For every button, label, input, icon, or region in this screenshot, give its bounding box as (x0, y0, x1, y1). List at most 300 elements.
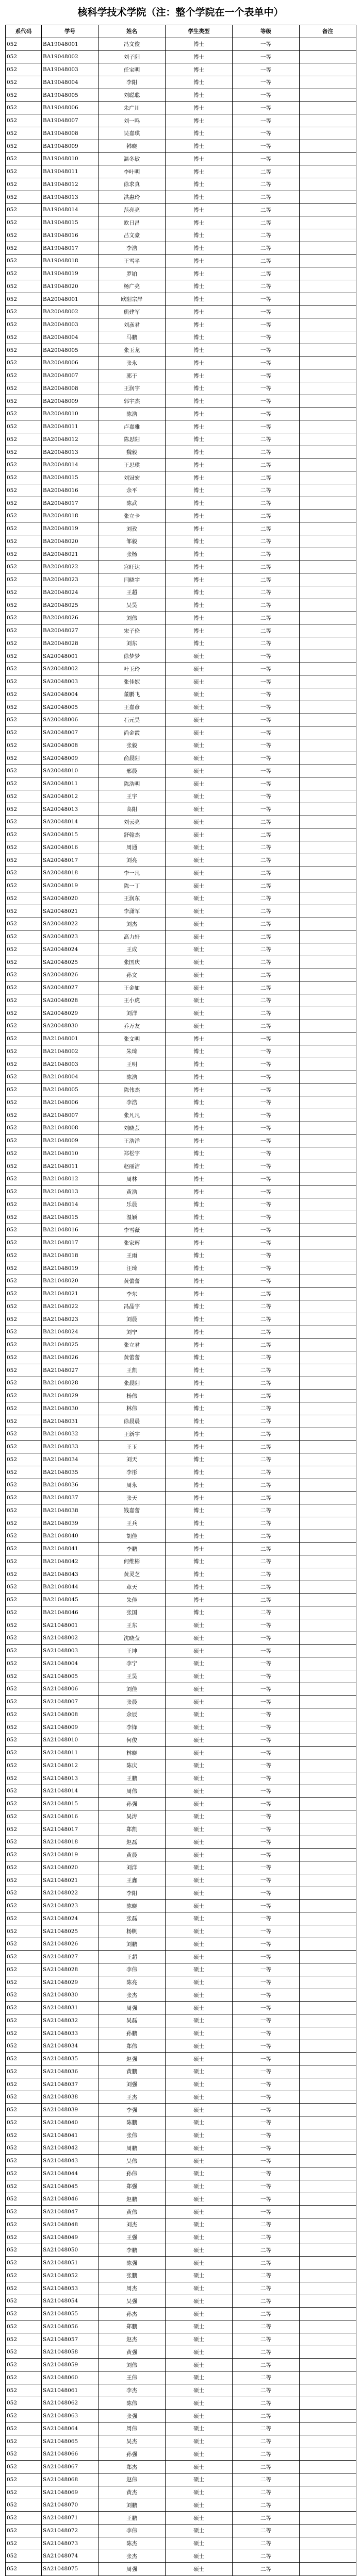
table-row (6, 1071, 356, 1083)
cell-name: 张玉龙 (99, 344, 166, 357)
cell-dept-code: 052 (6, 1096, 42, 1109)
cell-student-id: SA21048035 (42, 2053, 99, 2065)
cell-student-id: SA21048062 (42, 2397, 99, 2410)
table-row (6, 1338, 356, 1351)
cell-student-type: 博士 (166, 1160, 233, 1173)
cell-student-type: 硕士 (166, 2448, 233, 2461)
cell-grade: 一等 (233, 1683, 300, 1696)
table-row (6, 943, 356, 956)
cell-dept-code: 052 (6, 459, 42, 471)
cell-grade: 二等 (233, 2320, 300, 2333)
cell-grade: 一等 (233, 1798, 300, 1810)
cell-remark (300, 994, 356, 1007)
cell-remark (300, 1785, 356, 1798)
table-row (6, 229, 356, 242)
cell-student-id: SA21048072 (42, 2524, 99, 2537)
cell-name: 李一凡 (99, 867, 166, 879)
cell-name: 刘洋 (99, 1861, 166, 1874)
cell-grade: 一等 (233, 2193, 300, 2206)
cell-remark (300, 420, 356, 433)
cell-remark (300, 650, 356, 663)
cell-remark (300, 1836, 356, 1849)
cell-dept-code: 052 (6, 306, 42, 318)
cell-remark (300, 1619, 356, 1632)
cell-grade: 一等 (233, 1160, 300, 1173)
cell-student-id: SA21048026 (42, 1938, 99, 1951)
cell-remark (300, 2333, 356, 2346)
table-row (6, 1262, 356, 1275)
cell-dept-code: 052 (6, 1058, 42, 1071)
cell-remark (300, 89, 356, 101)
cell-remark (300, 1032, 356, 1045)
cell-name: 高阳 (99, 803, 166, 816)
table-row (6, 1096, 356, 1109)
cell-remark (300, 459, 356, 471)
table-row (6, 395, 356, 408)
cell-dept-code: 052 (6, 2167, 42, 2180)
cell-remark (300, 1696, 356, 1708)
cell-dept-code: 052 (6, 280, 42, 293)
cell-student-id: SA21048038 (42, 2091, 99, 2104)
cell-student-id: SA21048009 (42, 1721, 99, 1734)
cell-student-id: SA20048004 (42, 688, 99, 701)
cell-remark (300, 344, 356, 357)
cell-remark (300, 1555, 356, 1568)
cell-dept-code: 052 (6, 1772, 42, 1785)
cell-grade: 一等 (233, 675, 300, 688)
cell-remark (300, 765, 356, 777)
cell-name: 黄蕾蕾 (99, 1275, 166, 1287)
cell-student-type: 硕士 (166, 1938, 233, 1951)
cell-name: 张毅 (99, 739, 166, 752)
cell-grade: 二等 (233, 267, 300, 280)
cell-dept-code: 052 (6, 152, 42, 165)
cell-student-type: 博士 (166, 561, 233, 573)
cell-dept-code: 052 (6, 242, 42, 255)
cell-grade: 二等 (233, 242, 300, 255)
cell-remark (300, 969, 356, 981)
cell-remark (300, 2384, 356, 2397)
cell-student-type: 硕士 (166, 2231, 233, 2244)
cell-student-id: BA21048036 (42, 1479, 99, 1492)
cell-grade: 一等 (233, 306, 300, 318)
cell-remark (300, 1083, 356, 1096)
cell-name: 黄伟 (99, 2206, 166, 2218)
cell-grade: 一等 (233, 152, 300, 165)
table-row (6, 1377, 356, 1389)
cell-name: 周伟 (99, 2422, 166, 2435)
cell-student-type: 硕士 (166, 2002, 233, 2014)
cell-student-id: SA21048048 (42, 2218, 99, 2231)
cell-grade: 二等 (233, 1287, 300, 1300)
cell-dept-code: 052 (6, 1122, 42, 1134)
cell-student-id: SA20048014 (42, 816, 99, 828)
cell-student-type: 硕士 (166, 2461, 233, 2473)
table-row (6, 854, 356, 867)
cell-grade: 二等 (233, 2282, 300, 2295)
cell-remark (300, 2167, 356, 2180)
table-row (6, 867, 356, 879)
cell-grade: 二等 (233, 930, 300, 943)
cell-grade: 一等 (233, 1262, 300, 1275)
cell-grade: 一等 (233, 2002, 300, 2014)
cell-remark (300, 63, 356, 76)
table-row (6, 2244, 356, 2257)
cell-name: 陈晓 (99, 1900, 166, 1912)
cell-student-type: 博士 (166, 1045, 233, 1058)
table-row (6, 573, 356, 586)
cell-student-id: BA19048012 (42, 178, 99, 191)
cell-remark (300, 216, 356, 229)
cell-grade: 二等 (233, 599, 300, 612)
cell-remark (300, 76, 356, 89)
cell-student-type: 博士 (166, 1185, 233, 1198)
cell-grade: 一等 (233, 1083, 300, 1096)
cell-grade: 二等 (233, 2563, 300, 2575)
cell-student-id: BA21048029 (42, 1389, 99, 1402)
cell-name: 周通 (99, 841, 166, 854)
cell-remark (300, 1976, 356, 1989)
cell-student-type: 博士 (166, 1581, 233, 1594)
cell-student-type: 博士 (166, 101, 233, 114)
cell-dept-code: 052 (6, 1479, 42, 1492)
cell-dept-code: 052 (6, 726, 42, 739)
cell-remark (300, 306, 356, 318)
cell-name: 吴杰 (99, 2435, 166, 2448)
cell-student-type: 硕士 (166, 2078, 233, 2091)
cell-name: 王雨 (99, 1249, 166, 1262)
cell-remark (300, 2524, 356, 2537)
cell-remark (300, 675, 356, 688)
cell-remark (300, 637, 356, 650)
table-row (6, 1798, 356, 1810)
cell-student-type: 硕士 (166, 688, 233, 701)
cell-dept-code: 052 (6, 1798, 42, 1810)
cell-grade: 二等 (233, 165, 300, 178)
cell-student-id: BA19048020 (42, 280, 99, 293)
cell-dept-code: 052 (6, 2384, 42, 2397)
cell-name: 刘伟 (99, 2359, 166, 2371)
cell-dept-code: 052 (6, 1415, 42, 1428)
cell-student-id: SA21048043 (42, 2155, 99, 2167)
cell-student-type: 硕士 (166, 2065, 233, 2078)
cell-remark (300, 2014, 356, 2027)
table-row (6, 561, 356, 573)
cell-student-type: 博士 (166, 293, 233, 306)
cell-student-id: SA21048057 (42, 2333, 99, 2346)
cell-dept-code: 052 (6, 1428, 42, 1440)
cell-grade: 二等 (233, 1492, 300, 1504)
table-row (6, 1696, 356, 1708)
cell-grade: 一等 (233, 752, 300, 765)
cell-name: 李彤 (99, 1466, 166, 1479)
cell-student-type: 硕士 (166, 1708, 233, 1721)
cell-remark (300, 1492, 356, 1504)
cell-remark (300, 2537, 356, 2550)
table-row (6, 522, 356, 535)
cell-grade: 二等 (233, 2397, 300, 2410)
cell-student-type: 博士 (166, 344, 233, 357)
cell-remark (300, 892, 356, 905)
cell-student-type: 硕士 (166, 816, 233, 828)
cell-name: 俞晨阳 (99, 752, 166, 765)
table-row (6, 114, 356, 127)
cell-dept-code: 052 (6, 1173, 42, 1185)
cell-name: 乐晨 (99, 1198, 166, 1211)
cell-student-id: BA19048016 (42, 229, 99, 242)
cell-student-id: BA21048005 (42, 1083, 99, 1096)
cell-remark (300, 943, 356, 956)
cell-dept-code: 052 (6, 1326, 42, 1338)
cell-name: 王鹏 (99, 1772, 166, 1785)
cell-grade: 一等 (233, 2142, 300, 2155)
cell-student-id: BA20048026 (42, 612, 99, 624)
table-row (6, 1976, 356, 1989)
cell-student-type: 博士 (166, 1096, 233, 1109)
cell-name: 魏毅 (99, 446, 166, 459)
table-row (6, 76, 356, 89)
cell-student-id: SA21048064 (42, 2422, 99, 2435)
table-row (6, 2155, 356, 2167)
table-row (6, 1543, 356, 1555)
cell-student-type: 硕士 (166, 790, 233, 803)
cell-grade: 一等 (233, 50, 300, 63)
table-row (6, 2231, 356, 2244)
table-row (6, 1938, 356, 1951)
cell-grade: 二等 (233, 191, 300, 204)
cell-name: 郑松宇 (99, 1147, 166, 1160)
cell-student-type: 硕士 (166, 2244, 233, 2257)
cell-name: 郭于 (99, 369, 166, 382)
cell-student-type: 硕士 (166, 2116, 233, 2129)
cell-remark (300, 2499, 356, 2512)
cell-student-id: SA20048023 (42, 930, 99, 943)
header-student-type: 学生类型 (166, 25, 233, 38)
cell-remark (300, 484, 356, 497)
cell-grade: 一等 (233, 382, 300, 395)
cell-dept-code: 052 (6, 165, 42, 178)
cell-dept-code: 052 (6, 828, 42, 841)
table-row (6, 739, 356, 752)
cell-name: 王成 (99, 943, 166, 956)
cell-grade: 一等 (233, 1032, 300, 1045)
cell-grade: 一等 (233, 1759, 300, 1772)
cell-remark (300, 2193, 356, 2206)
cell-dept-code: 052 (6, 1198, 42, 1211)
table-row (6, 981, 356, 994)
cell-remark (300, 1160, 356, 1173)
table-row (6, 624, 356, 637)
table-row (6, 841, 356, 854)
cell-name: 刘聪聪 (99, 89, 166, 101)
cell-remark (300, 688, 356, 701)
cell-name: 范亮亮 (99, 204, 166, 216)
table-row (6, 1236, 356, 1249)
cell-grade: 一等 (233, 369, 300, 382)
cell-student-type: 硕士 (166, 1887, 233, 1900)
cell-remark (300, 714, 356, 726)
cell-student-type: 博士 (166, 1466, 233, 1479)
table-row (6, 1925, 356, 1938)
cell-dept-code: 052 (6, 2206, 42, 2218)
cell-name: 张晨 (99, 1696, 166, 1708)
cell-remark (300, 2269, 356, 2282)
cell-grade: 一等 (233, 140, 300, 152)
cell-name: 余平 (99, 484, 166, 497)
cell-name: 刘彦君 (99, 318, 166, 331)
cell-dept-code: 052 (6, 663, 42, 675)
cell-grade: 一等 (233, 701, 300, 714)
cell-dept-code: 052 (6, 1338, 42, 1351)
cell-student-id: SA21048027 (42, 1951, 99, 1963)
cell-name: 冯晶宇 (99, 1300, 166, 1313)
cell-remark (300, 1951, 356, 1963)
table-row (6, 1287, 356, 1300)
cell-grade: 二等 (233, 510, 300, 522)
cell-grade: 二等 (233, 994, 300, 1007)
cell-student-id: SA21048053 (42, 2282, 99, 2295)
cell-dept-code: 052 (6, 1071, 42, 1083)
cell-student-id: SA21048052 (42, 2269, 99, 2282)
cell-dept-code: 052 (6, 714, 42, 726)
cell-student-type: 硕士 (166, 1989, 233, 2002)
cell-name: 张伟 (99, 2129, 166, 2142)
cell-grade: 二等 (233, 2218, 300, 2231)
cell-remark (300, 1708, 356, 1721)
cell-name: 吕文豪 (99, 229, 166, 242)
cell-student-type: 博士 (166, 152, 233, 165)
cell-student-id: SA20048019 (42, 879, 99, 892)
cell-remark (300, 2410, 356, 2422)
cell-student-type: 博士 (166, 267, 233, 280)
cell-dept-code: 052 (6, 1249, 42, 1262)
cell-remark (300, 2295, 356, 2308)
cell-name: 刘晨 (99, 1313, 166, 1326)
cell-remark (300, 803, 356, 816)
cell-dept-code: 052 (6, 1734, 42, 1747)
cell-dept-code: 052 (6, 1810, 42, 1823)
cell-name: 韩晓 (99, 140, 166, 152)
cell-student-id: SA21048037 (42, 2078, 99, 2091)
cell-student-type: 硕士 (166, 714, 233, 726)
cell-name: 吴伟 (99, 2155, 166, 2167)
cell-remark (300, 1313, 356, 1326)
table-row (6, 101, 356, 114)
table-row (6, 1249, 356, 1262)
cell-student-type: 硕士 (166, 2295, 233, 2308)
cell-remark (300, 1772, 356, 1785)
cell-student-id: SA21048016 (42, 1810, 99, 1823)
cell-student-type: 硕士 (166, 2512, 233, 2524)
cell-dept-code: 052 (6, 2269, 42, 2282)
cell-name: 陈伟 (99, 2397, 166, 2410)
cell-grade: 一等 (233, 1045, 300, 1058)
cell-student-type: 博士 (166, 1122, 233, 1134)
cell-student-type: 博士 (166, 433, 233, 446)
table-row (6, 1466, 356, 1479)
table-row (6, 2320, 356, 2333)
cell-student-id: BA19048004 (42, 76, 99, 89)
cell-name: 刘晓芸 (99, 1122, 166, 1134)
cell-grade: 二等 (233, 548, 300, 561)
cell-remark (300, 1351, 356, 1364)
cell-name: 汪琦 (99, 1262, 166, 1275)
cell-grade: 一等 (233, 1772, 300, 1785)
cell-name: 李潇军 (99, 905, 166, 918)
cell-dept-code: 052 (6, 497, 42, 510)
cell-name: 张立君 (99, 1338, 166, 1351)
cell-name: 徐晨晨 (99, 1415, 166, 1428)
cell-dept-code: 052 (6, 1134, 42, 1147)
cell-name: 周强 (99, 2563, 166, 2575)
cell-grade: 一等 (233, 1938, 300, 1951)
cell-student-id: SA20048006 (42, 714, 99, 726)
cell-student-type: 硕士 (166, 2104, 233, 2116)
cell-remark (300, 1543, 356, 1555)
cell-student-type: 博士 (166, 1492, 233, 1504)
cell-remark (300, 930, 356, 943)
cell-student-type: 硕士 (166, 1759, 233, 1772)
cell-student-type: 硕士 (166, 969, 233, 981)
cell-grade: 一等 (233, 2206, 300, 2218)
cell-name: 吴强 (99, 2295, 166, 2308)
cell-name: 刘东 (99, 637, 166, 650)
cell-name: 刘宁 (99, 1326, 166, 1338)
table-row (6, 510, 356, 522)
cell-student-id: SA21048031 (42, 2002, 99, 2014)
table-row (6, 1326, 356, 1338)
cell-grade: 一等 (233, 2027, 300, 2040)
cell-student-id: SA20048025 (42, 956, 99, 969)
cell-remark (300, 242, 356, 255)
table-row (6, 2206, 356, 2218)
cell-student-type: 博士 (166, 382, 233, 395)
cell-grade: 二等 (233, 2499, 300, 2512)
cell-student-type: 博士 (166, 548, 233, 561)
cell-student-type: 博士 (166, 255, 233, 267)
cell-student-type: 博士 (166, 306, 233, 318)
cell-name: 杨伟 (99, 1389, 166, 1402)
cell-remark (300, 573, 356, 586)
cell-grade: 二等 (233, 612, 300, 624)
cell-student-type: 硕士 (166, 1696, 233, 1708)
cell-student-type: 硕士 (166, 2206, 233, 2218)
cell-remark (300, 1581, 356, 1594)
cell-grade: 二等 (233, 535, 300, 548)
cell-name: 刘杰 (99, 918, 166, 930)
cell-dept-code: 052 (6, 1823, 42, 1836)
table-row (6, 1849, 356, 1861)
cell-student-id: SA21048021 (42, 1874, 99, 1887)
cell-grade: 一等 (233, 2129, 300, 2142)
cell-name: 赵杰 (99, 2333, 166, 2346)
cell-remark (300, 2065, 356, 2078)
cell-grade: 二等 (233, 2244, 300, 2257)
cell-name: 刘一鸣 (99, 114, 166, 127)
cell-remark (300, 1759, 356, 1772)
cell-name: 王思琪 (99, 459, 166, 471)
cell-remark (300, 1364, 356, 1377)
cell-name: 李阳 (99, 76, 166, 89)
cell-remark (300, 471, 356, 484)
cell-dept-code: 052 (6, 803, 42, 816)
table-row (6, 1581, 356, 1594)
table-row (6, 2308, 356, 2320)
table-row (6, 2537, 356, 2550)
cell-dept-code: 052 (6, 522, 42, 535)
table-row (6, 2116, 356, 2129)
table-row (6, 1963, 356, 1976)
